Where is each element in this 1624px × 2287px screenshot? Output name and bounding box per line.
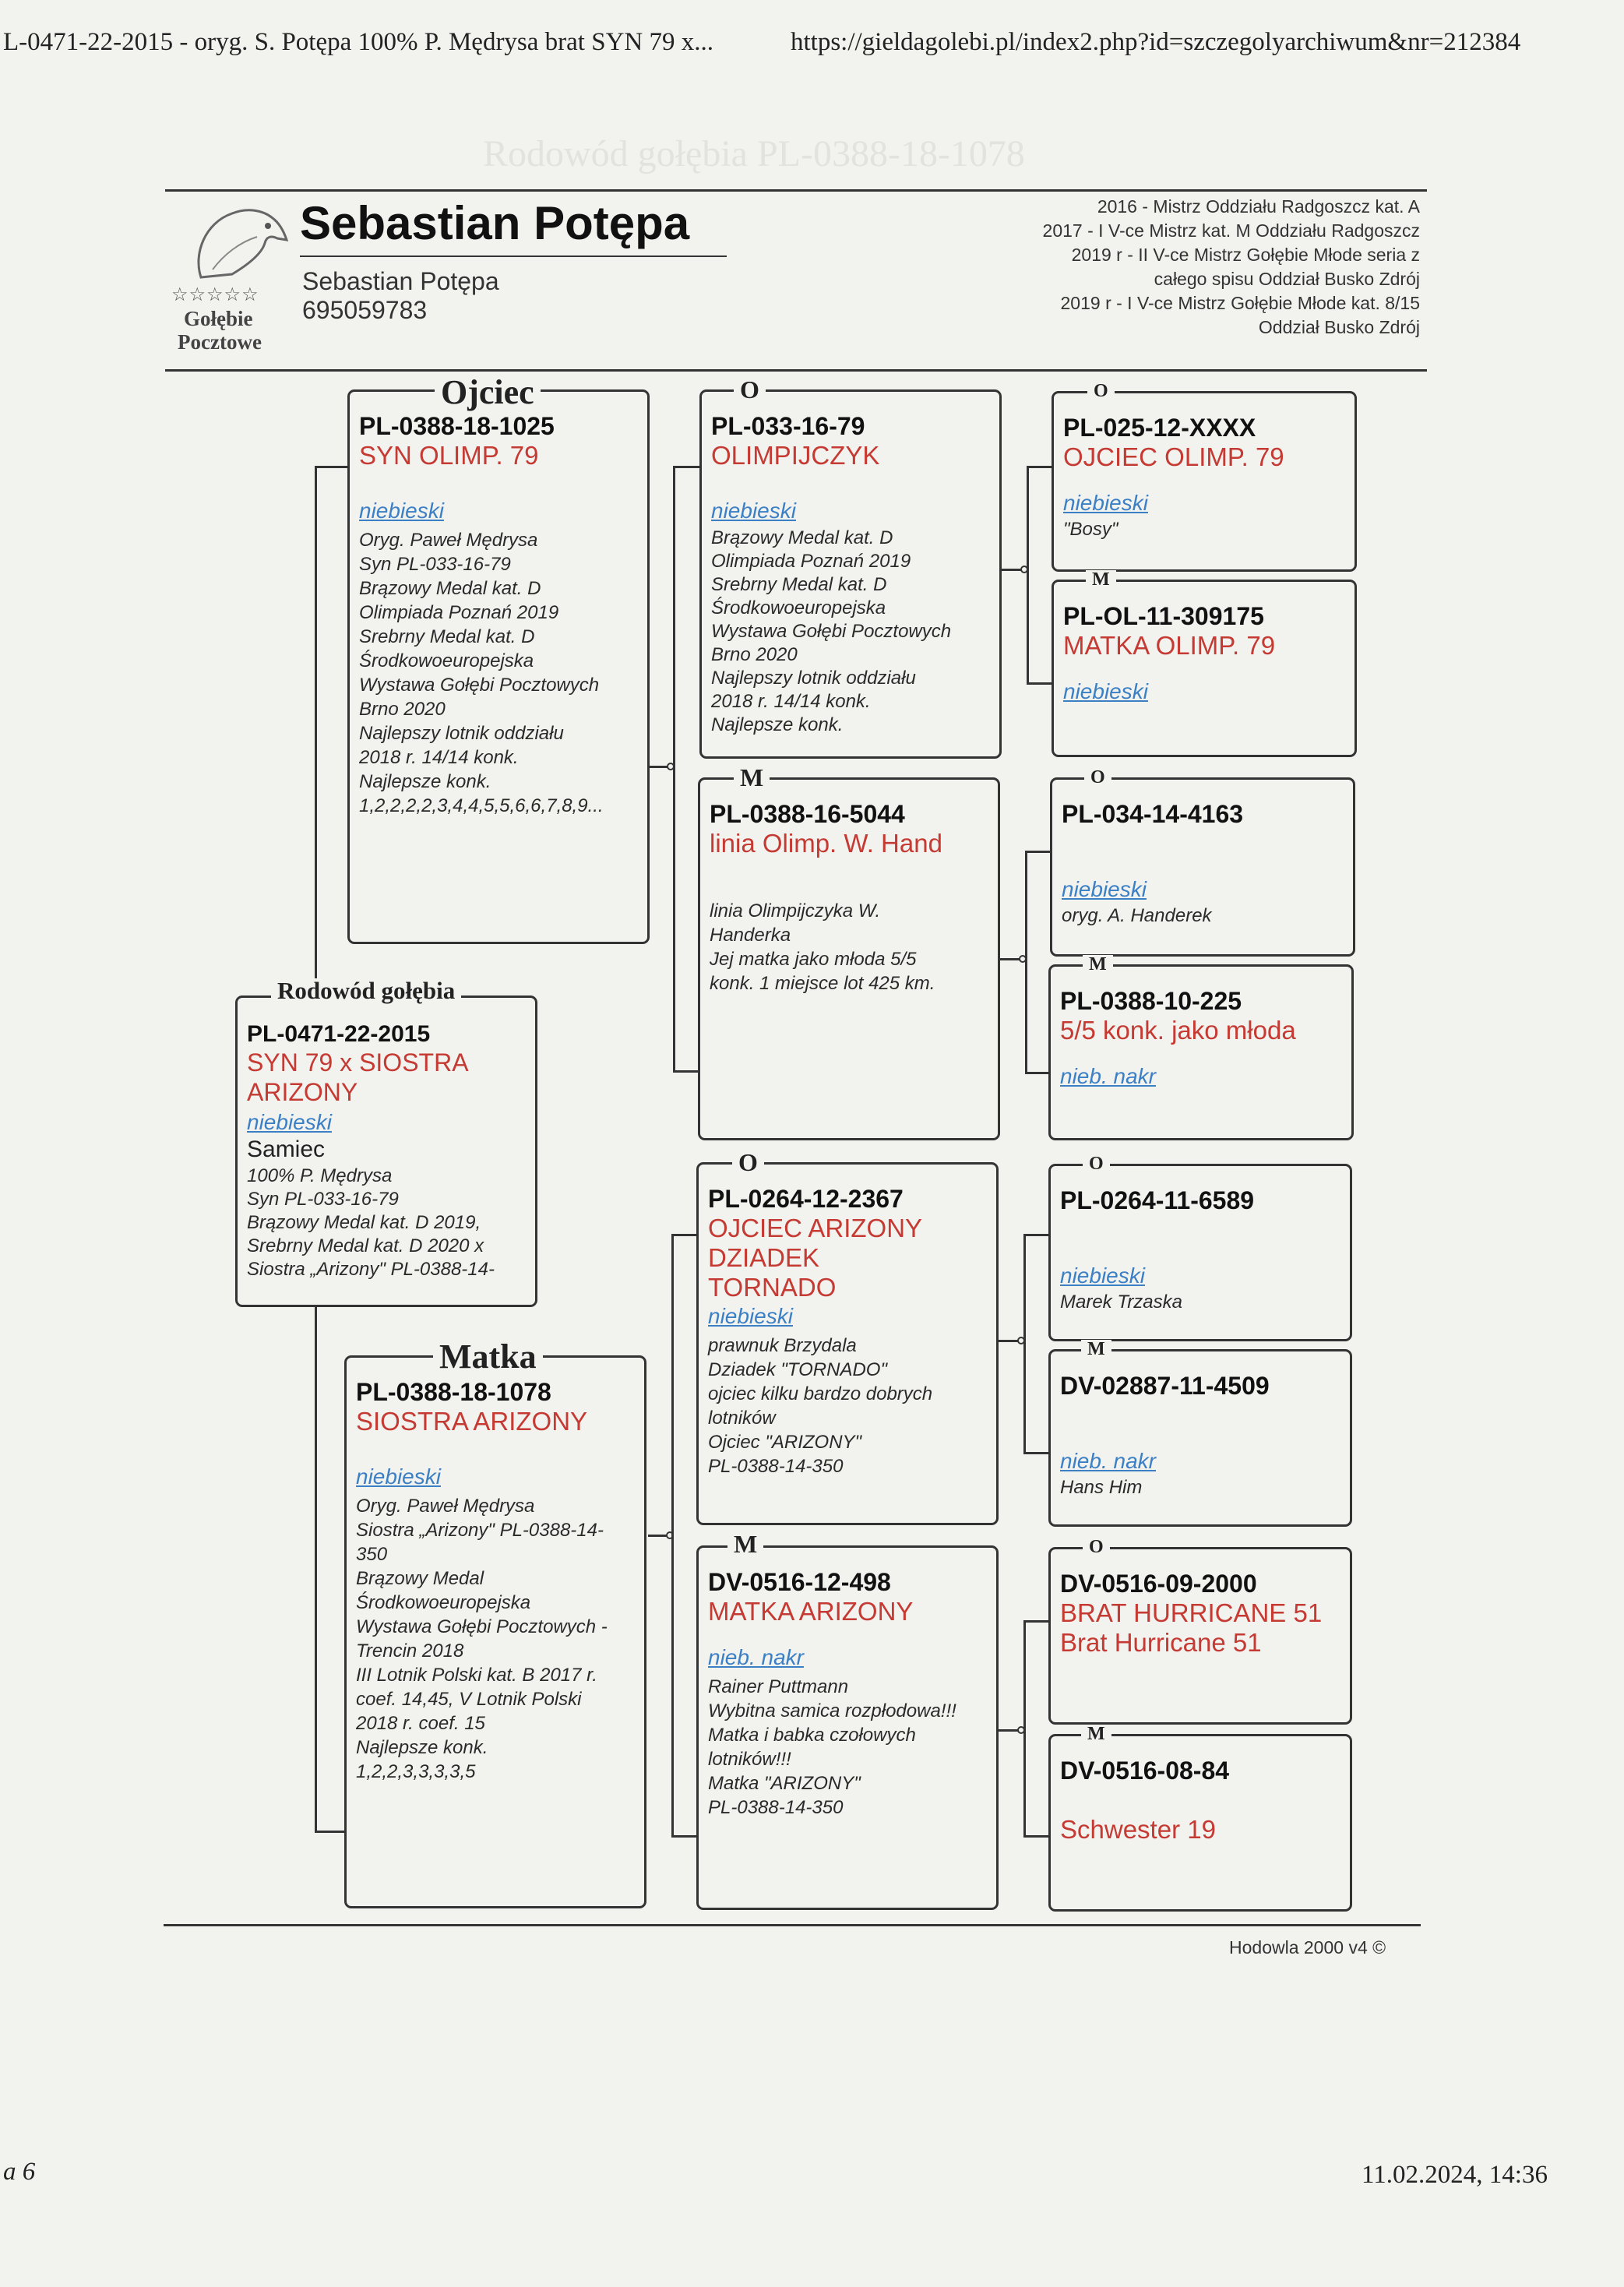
note-line: Srebrny Medal kat. D 2020 x (247, 1235, 484, 1256)
pigeon-card-mf[interactable] (696, 1162, 999, 1525)
ring-number: PL-0388-18-1025 (359, 412, 555, 440)
pigeon-name: SIOSTRA ARIZONY (356, 1407, 588, 1436)
pigeon-name: OJCIEC ARIZONY DZIADEK TORNADO (708, 1214, 922, 1302)
note-line: Środkowoeuropejska (359, 650, 534, 671)
note-line: Najlepszy lotnik oddziału (711, 668, 916, 689)
note-line: Brązowy Medal kat. D (359, 578, 541, 599)
pigeon-card-mfm[interactable] (1048, 1349, 1352, 1527)
pigeon-name (1060, 1215, 1340, 1245)
note-line: 1,2,2,2,2,3,4,4,5,5,6,6,7,8,9... (359, 795, 604, 816)
ring-number: PL-0471-22-2015 (247, 1021, 431, 1047)
pigeon-sex: Samiec (247, 1136, 326, 1162)
print-header-url: https://gieldagolebi.pl/index2.php?id=szczegolyarchiwum&nr=212384 (791, 28, 1521, 56)
note-line: Marek Trzaska (1060, 1292, 1182, 1313)
pigeon-name: SYN 79 x SIOSTRA ARIZONY (247, 1048, 467, 1106)
connector (671, 1234, 699, 1236)
card-label: O (1084, 768, 1111, 787)
note-line: Najlepszy lotnik oddziału (359, 723, 564, 744)
connector (315, 466, 349, 468)
note-line: Środkowoeuropejska (711, 597, 886, 618)
note-line: 1,2,2,3,3,3,3,5 (356, 1761, 476, 1782)
note-line: Srebrny Medal kat. D (359, 626, 535, 647)
breeder-name: Sebastian Potępa (302, 267, 499, 295)
note-line: Trencin 2018 (356, 1640, 464, 1662)
pigeon-notes (710, 899, 988, 995)
pigeon-color[interactable]: niebieski (247, 1110, 332, 1134)
note-line: Srebrny Medal kat. D (711, 574, 887, 595)
connector (1027, 682, 1053, 685)
note-line: Dziadek "TORNADO" (708, 1359, 887, 1380)
pigeon-card-fff[interactable] (1052, 391, 1357, 572)
print-header-title: L-0471-22-2015 - oryg. S. Potępa 100% P. Mędrysa brat SYN 79 x... (3, 28, 713, 56)
pigeon-color[interactable]: nieb. nakr (1060, 1064, 1156, 1088)
card-label: M (734, 765, 770, 790)
connector (1025, 851, 1027, 1073)
connector (1027, 466, 1029, 684)
pigeon-notes (359, 528, 638, 818)
pigeon-card-mm[interactable] (696, 1545, 999, 1910)
note-line: Siostra „Arizony" PL-0388-14- (356, 1520, 604, 1541)
connector (315, 1306, 317, 1832)
card-label: O (1083, 1538, 1110, 1556)
connector (1023, 1234, 1026, 1454)
card-label: M (1081, 1340, 1111, 1358)
note-line: Rainer Puttmann (708, 1676, 849, 1697)
achievement-line: 2016 - Mistrz Oddziału Radgoszcz kat. A (1097, 196, 1420, 217)
note-line: 350 (356, 1544, 388, 1565)
note-line: Brązowy Medal kat. D (711, 527, 893, 548)
note-line: Wystawa Gołębi Pocztowych (359, 675, 600, 696)
note-line: linia Olimpijczyka W. (710, 900, 881, 921)
pigeon-card-ffm[interactable] (1052, 580, 1357, 757)
connector (1027, 466, 1053, 468)
pigeon-card-mmf[interactable] (1048, 1547, 1352, 1725)
pigeon-card-mother[interactable] (344, 1355, 646, 1908)
pigeon-name (1060, 1401, 1340, 1430)
pigeon-name: MATKA ARIZONY (708, 1597, 914, 1626)
note-line: konk. 1 miejsce lot 425 km. (710, 973, 935, 994)
note-line: coef. 14,45, V Lotnik Polski (356, 1689, 582, 1710)
logo-stars: ☆☆☆☆☆ (171, 284, 259, 305)
pigeon-name: BRAT HURRICANE 51 Brat Hurricane 51 (1060, 1598, 1323, 1657)
pigeon-card-fmf[interactable] (1050, 777, 1355, 957)
ring-number: PL-0388-18-1078 (356, 1378, 551, 1406)
note-line: Wystawa Gołębi Pocztowych (711, 621, 952, 642)
note-line: Oryg. Paweł Mędrysa (359, 530, 538, 551)
note-line: ojciec kilku bardzo dobrych (708, 1383, 933, 1404)
pigeon-notes (1062, 904, 1344, 928)
note-line: Brązowy Medal kat. D 2019, (247, 1212, 481, 1233)
note-line: Siostra „Arizony" PL-0388-14- (247, 1259, 495, 1280)
card-label: Rodowód gołębia (271, 978, 461, 1003)
pigeon-name: OLIMPIJCZYK (711, 441, 880, 470)
pigeon-notes (1060, 1290, 1340, 1314)
pigeon-card-ff[interactable] (699, 389, 1002, 759)
connector (1023, 1452, 1050, 1454)
ring-number: PL-033-16-79 (711, 412, 865, 440)
note-line: Olimpiada Poznań 2019 (359, 602, 559, 623)
achievement-line: całego spisu Oddział Busko Zdrój (1154, 269, 1420, 289)
connector (673, 466, 701, 468)
pigeon-color[interactable]: niebieski (708, 1304, 793, 1328)
pigeon-name: 5/5 konk. jako młoda (1060, 1016, 1296, 1045)
card-label: M (1083, 955, 1113, 974)
achievements (1043, 195, 1420, 340)
note-line: Olimpiada Poznań 2019 (711, 551, 911, 572)
connector (1023, 1620, 1050, 1623)
card-label: O (1083, 1154, 1110, 1173)
note-line: oryg. A. Handerek (1062, 905, 1212, 926)
pigeon-color[interactable]: niebieski (1063, 679, 1148, 703)
achievement-line: 2019 r - I V-ce Mistrz Gołębie Młode kat. 8/15 (1060, 293, 1420, 313)
pigeon-notes (1063, 517, 1345, 541)
ring-number: PL-034-14-4163 (1062, 800, 1244, 828)
note-line: Wybitna samica rozpłodowa!!! (708, 1700, 956, 1721)
achievement-line: Oddział Busko Zdrój (1258, 317, 1420, 337)
software-credit: Hodowla 2000 v4 © (1229, 1937, 1386, 1958)
print-datetime: 11.02.2024, 14:36 (1362, 2161, 1548, 2189)
pigeon-card-fm[interactable] (698, 777, 1000, 1140)
ring-number: PL-0388-10-225 (1060, 987, 1242, 1015)
connector (1023, 1835, 1050, 1838)
pigeon-color[interactable]: niebieski (1063, 491, 1148, 515)
note-line: Najlepsze konk. (711, 714, 844, 735)
connector (1025, 851, 1052, 853)
print-page-number: a 6 (3, 2158, 36, 2186)
note-line: Jej matka jako młoda 5/5 (710, 949, 917, 970)
note-line: Hans Him (1060, 1477, 1143, 1498)
pigeon-name: MATKA OLIMP. 79 (1063, 631, 1276, 660)
pigeon-card-mmm[interactable] (1048, 1734, 1352, 1912)
note-line: Matka "ARIZONY" (708, 1773, 861, 1794)
pigeon-notes (247, 1165, 526, 1281)
note-line: Ojciec "ARIZONY" (708, 1432, 862, 1453)
achievement-line: 2017 - I V-ce Mistrz kat. M Oddziału Radgoszcz (1042, 220, 1420, 241)
pigeon-logo-icon (170, 199, 294, 285)
card-label: Matka (433, 1340, 543, 1374)
pigeon-color[interactable]: nieb. nakr (708, 1645, 804, 1669)
note-line: prawnuk Brzydala (708, 1335, 857, 1356)
note-line: Syn PL-033-16-79 (247, 1189, 399, 1210)
note-line: Najlepsze konk. (356, 1737, 488, 1758)
connector (671, 1835, 699, 1838)
logo-text-2: Pocztowe (178, 330, 262, 354)
note-line: 2018 r. coef. 15 (356, 1713, 485, 1734)
header-rule (165, 369, 1427, 372)
breeder-title: Sebastian Potępa (300, 197, 690, 249)
pigeon-notes (711, 527, 990, 737)
title-underline (300, 255, 727, 257)
ring-number: DV-02887-11-4509 (1060, 1372, 1270, 1400)
note-line: Brno 2020 (711, 644, 798, 665)
pigeon-card-mff[interactable] (1048, 1164, 1352, 1341)
ring-number: DV-0516-08-84 (1060, 1757, 1230, 1785)
connector (1023, 1234, 1050, 1236)
card-label: M (1081, 1725, 1111, 1743)
pigeon-notes (708, 1334, 987, 1478)
note-line: Najlepsze konk. (359, 771, 491, 792)
pigeon-card-fmm[interactable] (1048, 964, 1354, 1140)
connector (315, 466, 317, 995)
connector (673, 466, 675, 1072)
logo (170, 199, 294, 355)
pigeon-notes (1060, 1475, 1340, 1499)
note-line: Wystawa Gołębi Pocztowych - (356, 1616, 608, 1637)
connector (1023, 1620, 1026, 1837)
note-line: Brązowy Medal (356, 1568, 484, 1589)
note-line: "Bosy" (1063, 519, 1118, 540)
note-line: Syn PL-033-16-79 (359, 554, 511, 575)
pigeon-name: OJCIEC OLIMP. 79 (1063, 442, 1284, 471)
pigeon-color[interactable]: niebieski (356, 1464, 441, 1489)
ring-number: PL-0264-12-2367 (708, 1185, 904, 1213)
note-line: Oryg. Paweł Mędrysa (356, 1496, 535, 1517)
pigeon-name (1062, 829, 1344, 858)
note-line: 2018 r. 14/14 konk. (359, 747, 519, 768)
pigeon-color[interactable]: niebieski (711, 499, 796, 523)
card-label: O (1087, 382, 1115, 400)
card-label: M (1086, 570, 1116, 589)
note-line: lotników (708, 1408, 776, 1429)
connector (671, 1234, 674, 1837)
note-line: lotników!!! (708, 1749, 791, 1770)
pigeon-notes (708, 1675, 987, 1820)
note-line: Matka i babka czołowych (708, 1725, 916, 1746)
footer-rule (164, 1924, 1421, 1926)
card-label: Ojciec (435, 375, 541, 410)
card-label: O (732, 1150, 764, 1175)
pigeon-name: SYN OLIMP. 79 (359, 441, 539, 470)
note-line: 2018 r. 14/14 konk. (711, 691, 871, 712)
connector (673, 1070, 701, 1073)
pigeon-card-main[interactable] (235, 995, 537, 1307)
pigeon-notes (356, 1494, 635, 1784)
ring-number: PL-OL-11-309175 (1063, 602, 1264, 630)
pigeon-color[interactable]: niebieski (359, 499, 444, 523)
ring-number: PL-0264-11-6589 (1060, 1186, 1255, 1214)
connector (1025, 1072, 1052, 1074)
achievement-line: 2019 r - II V-ce Mistrz Gołębie Młode seria z (1071, 245, 1420, 265)
pigeon-name: linia Olimp. W. Hand (710, 829, 942, 858)
ring-number: DV-0516-12-498 (708, 1568, 891, 1596)
pigeon-name: Schwester 19 (1060, 1815, 1216, 1844)
ring-number: PL-0388-16-5044 (710, 800, 905, 828)
note-line: 100% P. Mędrysa (247, 1165, 393, 1186)
pigeon-color[interactable]: niebieski (1062, 877, 1147, 901)
ring-number: DV-0516-09-2000 (1060, 1570, 1257, 1598)
logo-text-1: Gołębie (184, 307, 253, 330)
card-label: M (727, 1531, 763, 1556)
top-rule (165, 189, 1427, 192)
note-line: PL-0388-14-350 (708, 1456, 844, 1477)
note-line: Handerka (710, 925, 791, 946)
note-line: III Lotnik Polski kat. B 2017 r. (356, 1665, 597, 1686)
ring-number: PL-025-12-XXXX (1063, 414, 1256, 442)
note-line: PL-0388-14-350 (708, 1797, 844, 1818)
note-line: Brno 2020 (359, 699, 446, 720)
breeder-phone: 695059783 (302, 296, 428, 324)
pigeon-color[interactable]: nieb. nakr (1060, 1449, 1156, 1473)
note-line: Środkowoeuropejska (356, 1592, 531, 1613)
card-label: O (734, 377, 766, 402)
pigeon-card-father[interactable] (347, 389, 650, 944)
bleed-through-title: Rodowód gołębia PL-0388-18-1078 (483, 133, 1025, 174)
pigeon-color[interactable]: niebieski (1060, 1263, 1145, 1288)
